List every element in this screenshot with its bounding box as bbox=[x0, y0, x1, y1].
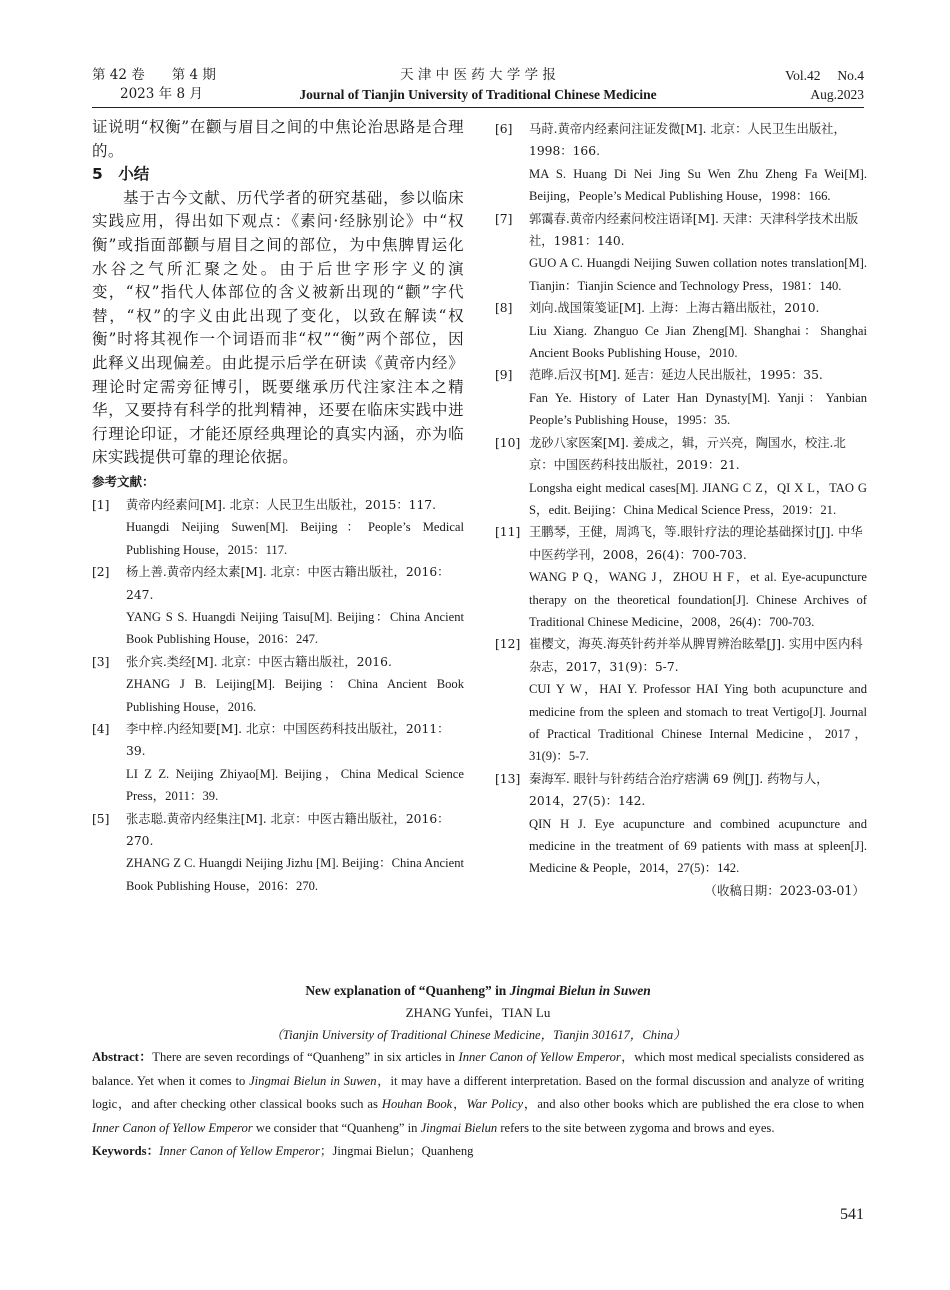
abstract-italic: Jingmai Bielun bbox=[420, 1120, 498, 1135]
reference-cn: 黄帝内经素问[M]. 北京：人民卫生出版社，2015：117. bbox=[126, 497, 437, 512]
reference-list-left bbox=[92, 494, 464, 897]
reference-en: CUI Y W，HAI Y. Professor HAI Ying both acupuncture and medicine from the spleen and stomach to treat Vertigo[J]. Journal of Practical Traditional Chinese Internal Medicine，2017，31(9)：5-7. bbox=[529, 682, 867, 764]
reference-en: LI Z Z. Neijing Zhiyao[M]. Beijing，China Medical Science Press，2011：39. bbox=[126, 766, 464, 804]
reference-en: Huangdi Neijing Suwen[M]. Beijing：People’s Medical Publishing House，2015：117. bbox=[126, 520, 464, 557]
reference-item bbox=[495, 768, 867, 880]
continuation-paragraph: 证说明“权衡”在颧与眉目之间的中焦论治思路是合理的。 bbox=[92, 118, 464, 160]
english-title-text: New explanation of “Quanheng” in bbox=[305, 983, 510, 998]
date-cn: 2023 年 8 月 bbox=[120, 86, 203, 102]
left-column bbox=[92, 116, 464, 897]
journal-title-en: Journal of Tianjin University of Traditional Chinese Medicine bbox=[299, 87, 657, 102]
english-title-italic: Jingmai Bielun in Suwen bbox=[509, 983, 651, 998]
reference-number: [12] bbox=[495, 637, 521, 652]
reference-en: ZHANG Z C. Huangdi Neijing Jizhu [M]. Beijing：China Ancient Book Publishing House，2016：270. bbox=[126, 856, 464, 893]
header-center bbox=[92, 66, 864, 104]
reference-en: ZHANG J B. Leijing[M]. Beijing：China Ancient Book Publishing House，2016. bbox=[126, 677, 464, 714]
reference-en: GUO A C. Huangdi Neijing Suwen collation notes translation[M]. Tianjin：Tianjin Science and Technology Press，1981：140. bbox=[529, 256, 867, 293]
references-title: 参考文献： bbox=[92, 473, 155, 489]
reference-en: Fan Ye. History of Later Han Dynasty[M]. Yanji：Yanbian People’s Publishing House，1995：35. bbox=[529, 390, 867, 428]
abstract-text: ，it may have a different interpretation. Based on the formal discussion and analyze of writing logic，and after checking other classical books such as bbox=[92, 1073, 864, 1111]
reference-en: QIN H J. Eye acupuncture and combined acupuncture and medicine in the treatment of 69 patients with mass at spleen[J]. Medicine & People，2014，27(5)：142. bbox=[529, 816, 867, 876]
keywords-text: ；Jingmai Bielun；Quanheng bbox=[319, 1144, 474, 1158]
english-title bbox=[92, 980, 864, 1002]
reference-item bbox=[495, 297, 867, 364]
reference-number: [9] bbox=[495, 368, 513, 383]
reference-number: [4] bbox=[92, 721, 110, 736]
reference-cn: 张志聪.黄帝内经集注[M]. 北京：中医古籍出版社，2016：270. bbox=[126, 811, 450, 848]
volume-issue-en: Vol.42 No.4 bbox=[785, 68, 864, 83]
reference-en: Longsha eight medical cases[M]. JIANG C Z，QI X L，TAO G S，edit. Beijing：China Medical Science Press，2019：21. bbox=[529, 480, 867, 517]
reference-cn: 杨上善.黄帝内经太素[M]. 北京：中医古籍出版社，2016：247. bbox=[126, 565, 450, 602]
abstract-italic: War Policy bbox=[466, 1097, 524, 1111]
reference-item bbox=[495, 432, 867, 522]
reference-item bbox=[92, 494, 464, 561]
date-en: Aug.2023 bbox=[810, 87, 864, 102]
abstract-text: ， bbox=[452, 1097, 467, 1111]
reference-list-right bbox=[495, 118, 867, 880]
header-rule bbox=[92, 107, 864, 108]
reference-number: [7] bbox=[495, 211, 513, 226]
reference-en: WANG P Q，WANG J，ZHOU H F，et al. Eye-acupuncture therapy on the theoretical foundation[J]. Chinese Archives of Traditional Chinese Medicine，2008，26(4)：700-703. bbox=[529, 570, 867, 629]
reference-cn: 刘向.战国策笺证[M]. 上海：上海古籍出版社，2010. bbox=[529, 301, 820, 316]
reference-number: [5] bbox=[92, 811, 110, 826]
reference-item bbox=[92, 561, 464, 651]
reference-item bbox=[495, 208, 867, 298]
abstract-italic: Houhan Book bbox=[381, 1097, 453, 1111]
reference-number: [3] bbox=[92, 654, 110, 669]
reference-en: Liu Xiang. Zhanguo Ce Jian Zheng[M]. Shanghai：Shanghai Ancient Books Publishing House，2010. bbox=[529, 323, 867, 361]
english-abstract-block bbox=[92, 980, 864, 1164]
header-right bbox=[785, 66, 864, 104]
reference-item bbox=[92, 808, 464, 898]
summary-paragraph: 基于古今文献、历代学者的研究基础，参以临床实践应用，得出如下观点：《素问·经脉别论》中“权衡”或指面部颧与眉目之间的部位，为中焦脾胃运化水谷之气所汇聚之处。由于后世字形字义的演变，“权”指代人体部位的含义被新出现的“颧”字代替，“权”的字义由此出现了变化，以致在解读“权衡”时将其视作一个词语而非“权”“衡”两个部位，因此释义出现偏差。由此提示后学在研读《黄帝内经》理论时定需旁征博引，既要继承历代注家注本之精华，又要持有科学的批判精神，还要在临床实践中进行理论印证，才能还原经典理论的真实内涵，亦为临床实践提供可靠的理论依据。 bbox=[92, 188, 464, 467]
page-number: 541 bbox=[840, 1206, 864, 1223]
reference-item bbox=[495, 118, 867, 208]
keywords bbox=[92, 1140, 864, 1164]
reference-item bbox=[92, 718, 464, 808]
abstract-italic: Inner Canon of Yellow Emperor bbox=[92, 1120, 253, 1135]
reference-cn: 李中梓.内经知要[M]. 北京：中国医药科技出版社，2011：39. bbox=[126, 721, 450, 759]
reference-cn: 郭霭春.黄帝内经素问校注语译[M]. 天津：天津科学技术出版社，1981：140. bbox=[529, 211, 859, 249]
volume-issue-cn: 第 42 卷 第 4 期 bbox=[92, 67, 216, 83]
reference-number: [13] bbox=[495, 771, 521, 786]
reference-number: [6] bbox=[495, 122, 513, 136]
reference-cn: 张介宾.类经[M]. 北京：中医古籍出版社，2016. bbox=[126, 654, 392, 669]
reference-number: [10] bbox=[495, 435, 521, 450]
reference-cn: 崔樱文，海英.海英针药并举从脾胃辨治眩晕[J]. 实用中医内科杂志，2017，31(9)：5-7. bbox=[529, 637, 863, 674]
reference-en: YANG S S. Huangdi Neijing Taisu[M]. Beijing：China Ancient Book Publishing House，2016：247. bbox=[126, 609, 464, 647]
reference-item bbox=[495, 521, 867, 633]
abstract-text: refers to the site between zygoma and brows and eyes. bbox=[497, 1120, 775, 1135]
reference-item bbox=[495, 364, 867, 431]
reference-cn: 马莳.黄帝内经素问注证发微[M]. 北京：人民卫生出版社，1998：166. bbox=[529, 122, 846, 159]
abstract-italic: Jingmai Bielun in Suwen bbox=[249, 1073, 377, 1088]
abstract-italic: Inner Canon of Yellow Emperor bbox=[458, 1050, 621, 1064]
keywords-italic: Inner Canon of Yellow Emperor bbox=[159, 1144, 320, 1158]
affiliation: （Tianjin University of Traditional Chinese Medicine，Tianjin 301617，China） bbox=[270, 1028, 686, 1042]
received-date: （收稿日期：2023-03-01） bbox=[704, 882, 865, 898]
reference-number: [1] bbox=[92, 497, 110, 512]
reference-number: [11] bbox=[495, 525, 521, 540]
reference-item bbox=[495, 633, 867, 767]
abstract-label: Abstract： bbox=[92, 1050, 153, 1064]
reference-number: [8] bbox=[495, 301, 513, 316]
abstract-text: ，and also other books which are published the era close to when bbox=[523, 1097, 865, 1111]
reference-cn: 龙砂八家医案[M]. 姜成之，辑，亓兴亮，陶国水，校注.北京：中国医药科技出版社，2019：21. bbox=[529, 435, 846, 473]
section-heading: 5 小结 bbox=[92, 165, 150, 184]
journal-title-cn: 天 津 中 医 药 大 学 学 报 bbox=[400, 67, 556, 83]
keywords-label: Keywords： bbox=[92, 1144, 160, 1158]
running-header bbox=[92, 66, 864, 106]
reference-number: [2] bbox=[92, 565, 110, 580]
reference-en: MA S. Huang Di Nei Jing Su Wen Zhu Zheng Fa Wei[M]. Beijing，People’s Medical Publishing House，1998：166. bbox=[529, 166, 867, 204]
abstract-text: There are seven recordings of “Quanheng” in six articles in bbox=[152, 1050, 459, 1064]
abstract bbox=[92, 1046, 864, 1140]
reference-cn: 范晔.后汉书[M]. 延吉：延边人民出版社，1995：35. bbox=[529, 368, 823, 383]
reference-item bbox=[92, 651, 464, 718]
right-column bbox=[495, 118, 867, 902]
authors: ZHANG Yunfei，TIAN Lu bbox=[405, 1005, 551, 1020]
reference-cn: 王鹏琴，王健，周鸿飞，等.眼针疗法的理论基础探讨[J]. 中华中医药学刊，2008，26(4)：700-703. bbox=[529, 525, 863, 562]
reference-cn: 秦海军. 眼针与针药结合治疗痞满 69 例[J]. 药物与人，2014，27(5)：142. bbox=[529, 771, 829, 809]
abstract-text: ，which most medical specialists considered as balance. Yet when it comes to bbox=[92, 1050, 864, 1088]
abstract-text: we consider that “Quanheng” in bbox=[252, 1120, 421, 1135]
